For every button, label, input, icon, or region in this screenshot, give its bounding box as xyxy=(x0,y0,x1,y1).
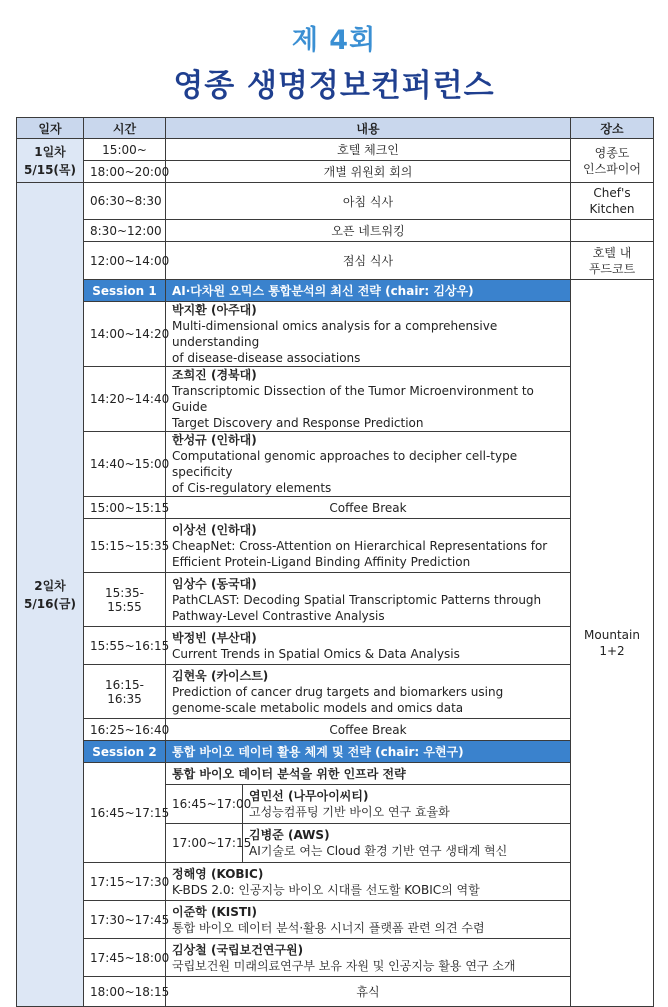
talk-speaker: 한성규 (인하대) xyxy=(172,433,257,447)
table-row xyxy=(17,432,654,497)
place-yeongjong: 영종도 인스파이어 xyxy=(571,139,654,183)
talk-cell xyxy=(166,939,571,977)
talk-cell xyxy=(166,367,571,432)
row-time: 15:00~ xyxy=(84,139,166,161)
talk-title-line: Transcriptomic Dissection of the Tumor Microenvironment to Guide xyxy=(172,384,534,414)
coffee-break: Coffee Break xyxy=(166,719,571,741)
edition-title: 제 4회 xyxy=(291,25,377,56)
session1-title: AI·다차원 오믹스 통합분석의 최신 전략 (chair: 김상우) xyxy=(166,280,571,302)
table-row xyxy=(17,939,654,977)
session1-label: Session 1 xyxy=(84,280,166,302)
talk-cell xyxy=(166,302,571,367)
talk-title-line: 통합 바이오 데이터 분석·활용 시너지 플랫폼 관련 의견 수렴 xyxy=(172,920,485,935)
talk-time: 14:40~15:00 xyxy=(84,432,166,497)
table-row xyxy=(17,497,654,519)
table-row xyxy=(17,242,654,280)
row-time: 18:00~20:00 xyxy=(84,161,166,183)
talk-title-line: Efficient Protein-Ligand Binding Affinity Prediction xyxy=(172,554,471,569)
panel-sub1 xyxy=(166,785,571,824)
panel-title: 통합 바이오 데이터 분석을 위한 인프라 전략 xyxy=(166,763,571,785)
program-table xyxy=(16,117,654,1007)
panel-sub2 xyxy=(166,824,571,863)
row-time: 15:00~15:15 xyxy=(84,497,166,519)
talk-time: 15:15~15:35 xyxy=(84,519,166,573)
place-chef: Chef's Kitchen xyxy=(571,183,654,220)
talk-title-line: 고성능컴퓨팅 기반 바이오 연구 효율화 xyxy=(249,805,450,819)
talk-title-line: Current Trends in Spatial Omics & Data Analysis xyxy=(172,646,460,661)
col-time: 시간 xyxy=(84,118,166,139)
table-row xyxy=(17,901,654,939)
talk-speaker: 김병준 (AWS) xyxy=(249,828,330,842)
talk-title-line: genome-scale metabolic models and omics data xyxy=(172,700,464,715)
talk-time: 17:30~17:45 xyxy=(84,901,166,939)
table-row xyxy=(17,220,654,242)
table-row xyxy=(17,519,654,573)
talk-cell xyxy=(166,627,571,665)
row-content: 호텔 체크인 xyxy=(166,139,571,161)
talk-cell xyxy=(166,432,571,497)
table-row xyxy=(17,139,654,161)
talk-time: 16:15-16:35 xyxy=(84,665,166,719)
col-day: 일자 xyxy=(17,118,84,139)
talk-time: 14:20~14:40 xyxy=(84,367,166,432)
talk-title-line: of disease-disease associations xyxy=(172,351,361,365)
sub-time: 16:45~17:00 xyxy=(166,785,243,823)
talk-time: 14:00~14:20 xyxy=(84,302,166,367)
row-time: 8:30~12:00 xyxy=(84,220,166,242)
day1-cell xyxy=(17,139,84,183)
table-row xyxy=(17,183,654,220)
table-row xyxy=(17,863,654,901)
talk-title-line: Prediction of cancer drug targets and biomarkers using xyxy=(172,684,504,699)
talk-cell xyxy=(166,863,571,901)
talk-time: 17:15~17:30 xyxy=(84,863,166,901)
col-place: 장소 xyxy=(571,118,654,139)
talk-title-line: Computational genomic approaches to decipher cell-type specificity xyxy=(172,449,518,479)
place-empty xyxy=(571,220,654,242)
talk-cell xyxy=(166,519,571,573)
talk-speaker: 박정빈 (부산대) xyxy=(172,630,257,645)
place-mountain: Mountain 1+2 xyxy=(571,280,654,1007)
col-content: 내용 xyxy=(166,118,571,139)
talk-title-line: of Cis-regulatory elements xyxy=(172,481,332,495)
talk-cell xyxy=(166,665,571,719)
row-time: 06:30~8:30 xyxy=(84,183,166,220)
talk-cell xyxy=(166,573,571,627)
talk-title-line: CheapNet: Cross-Attention on Hierarchical Representations for xyxy=(172,538,548,553)
talk-speaker: 염민선 (나무아이씨티) xyxy=(249,789,369,803)
talk-title-line: K-BDS 2.0: 인공지능 바이오 시대를 선도할 KOBIC의 역할 xyxy=(172,882,480,897)
table-row xyxy=(17,665,654,719)
talk-speaker: 박지환 (아주대) xyxy=(172,303,257,317)
table-row xyxy=(17,763,654,785)
session2-row xyxy=(17,741,654,763)
row-content: 개별 위원회 회의 xyxy=(166,161,571,183)
table-row xyxy=(17,719,654,741)
talk-speaker: 이준학 (KISTI) xyxy=(172,904,257,919)
talk-speaker: 정해영 (KOBIC) xyxy=(172,866,264,881)
talk-title-line: Multi-dimensional omics analysis for a comprehensive understanding xyxy=(172,319,498,349)
conference-title: 영종 생명정보컨퍼런스 xyxy=(173,68,495,104)
table-row xyxy=(17,367,654,432)
day2-cell xyxy=(17,183,84,1007)
day1-label: 1일차 xyxy=(34,144,66,159)
row-content: 아침 식사 xyxy=(166,183,571,220)
place-foodcourt: 호텔 내 푸드코트 xyxy=(571,242,654,280)
session2-title: 통합 바이오 데이터 활용 체계 및 전략 (chair: 우현구) xyxy=(166,741,571,763)
day1-date: 5/15(목) xyxy=(24,162,76,177)
sub-cell xyxy=(243,824,571,862)
talk-time: 17:45~18:00 xyxy=(84,939,166,977)
session1-row xyxy=(17,280,654,302)
row-content: 오픈 네트워킹 xyxy=(166,220,571,242)
talk-cell xyxy=(166,901,571,939)
row-time: 12:00~14:00 xyxy=(84,242,166,280)
talk-title-line: AI기술로 여는 Cloud 환경 기반 연구 생태계 혁신 xyxy=(249,844,508,858)
session2-label: Session 2 xyxy=(84,741,166,763)
day2-label: 2일차 xyxy=(34,578,66,593)
table-row xyxy=(17,627,654,665)
table-row xyxy=(17,302,654,367)
panel-time: 16:45~17:15 xyxy=(84,763,166,863)
talk-speaker: 임상수 (동국대) xyxy=(172,576,257,591)
talk-time: 15:55~16:15 xyxy=(84,627,166,665)
talk-speaker: 이상선 (인하대) xyxy=(172,522,257,537)
table-row xyxy=(17,977,654,1007)
talk-speaker: 김상철 (국립보건연구원) xyxy=(172,942,304,957)
talk-title-line: Pathway-Level Contrastive Analysis xyxy=(172,608,385,623)
talk-time: 15:35-15:55 xyxy=(84,573,166,627)
talk-title-line: PathCLAST: Decoding Spatial Transcriptomic Patterns through xyxy=(172,592,542,607)
table-header-row xyxy=(17,118,654,139)
sub-cell xyxy=(243,785,571,823)
table-row xyxy=(17,573,654,627)
row-content: 점심 식사 xyxy=(166,242,571,280)
day2-date: 5/16(금) xyxy=(24,596,76,611)
talk-speaker: 조희진 (경북대) xyxy=(172,368,257,382)
row-content: 휴식 xyxy=(166,977,571,1007)
table-row xyxy=(17,161,654,183)
talk-title-line: 국립보건원 미래의료연구부 보유 자원 및 인공지능 활용 연구 소개 xyxy=(172,958,516,973)
row-time: 16:25~16:40 xyxy=(84,719,166,741)
talk-speaker: 김현욱 (카이스트) xyxy=(172,668,269,683)
talk-title-line: Target Discovery and Response Prediction xyxy=(172,416,424,430)
coffee-break: Coffee Break xyxy=(166,497,571,519)
sub-time: 17:00~17:15 xyxy=(166,824,243,862)
row-time: 18:00~18:15 xyxy=(84,977,166,1007)
